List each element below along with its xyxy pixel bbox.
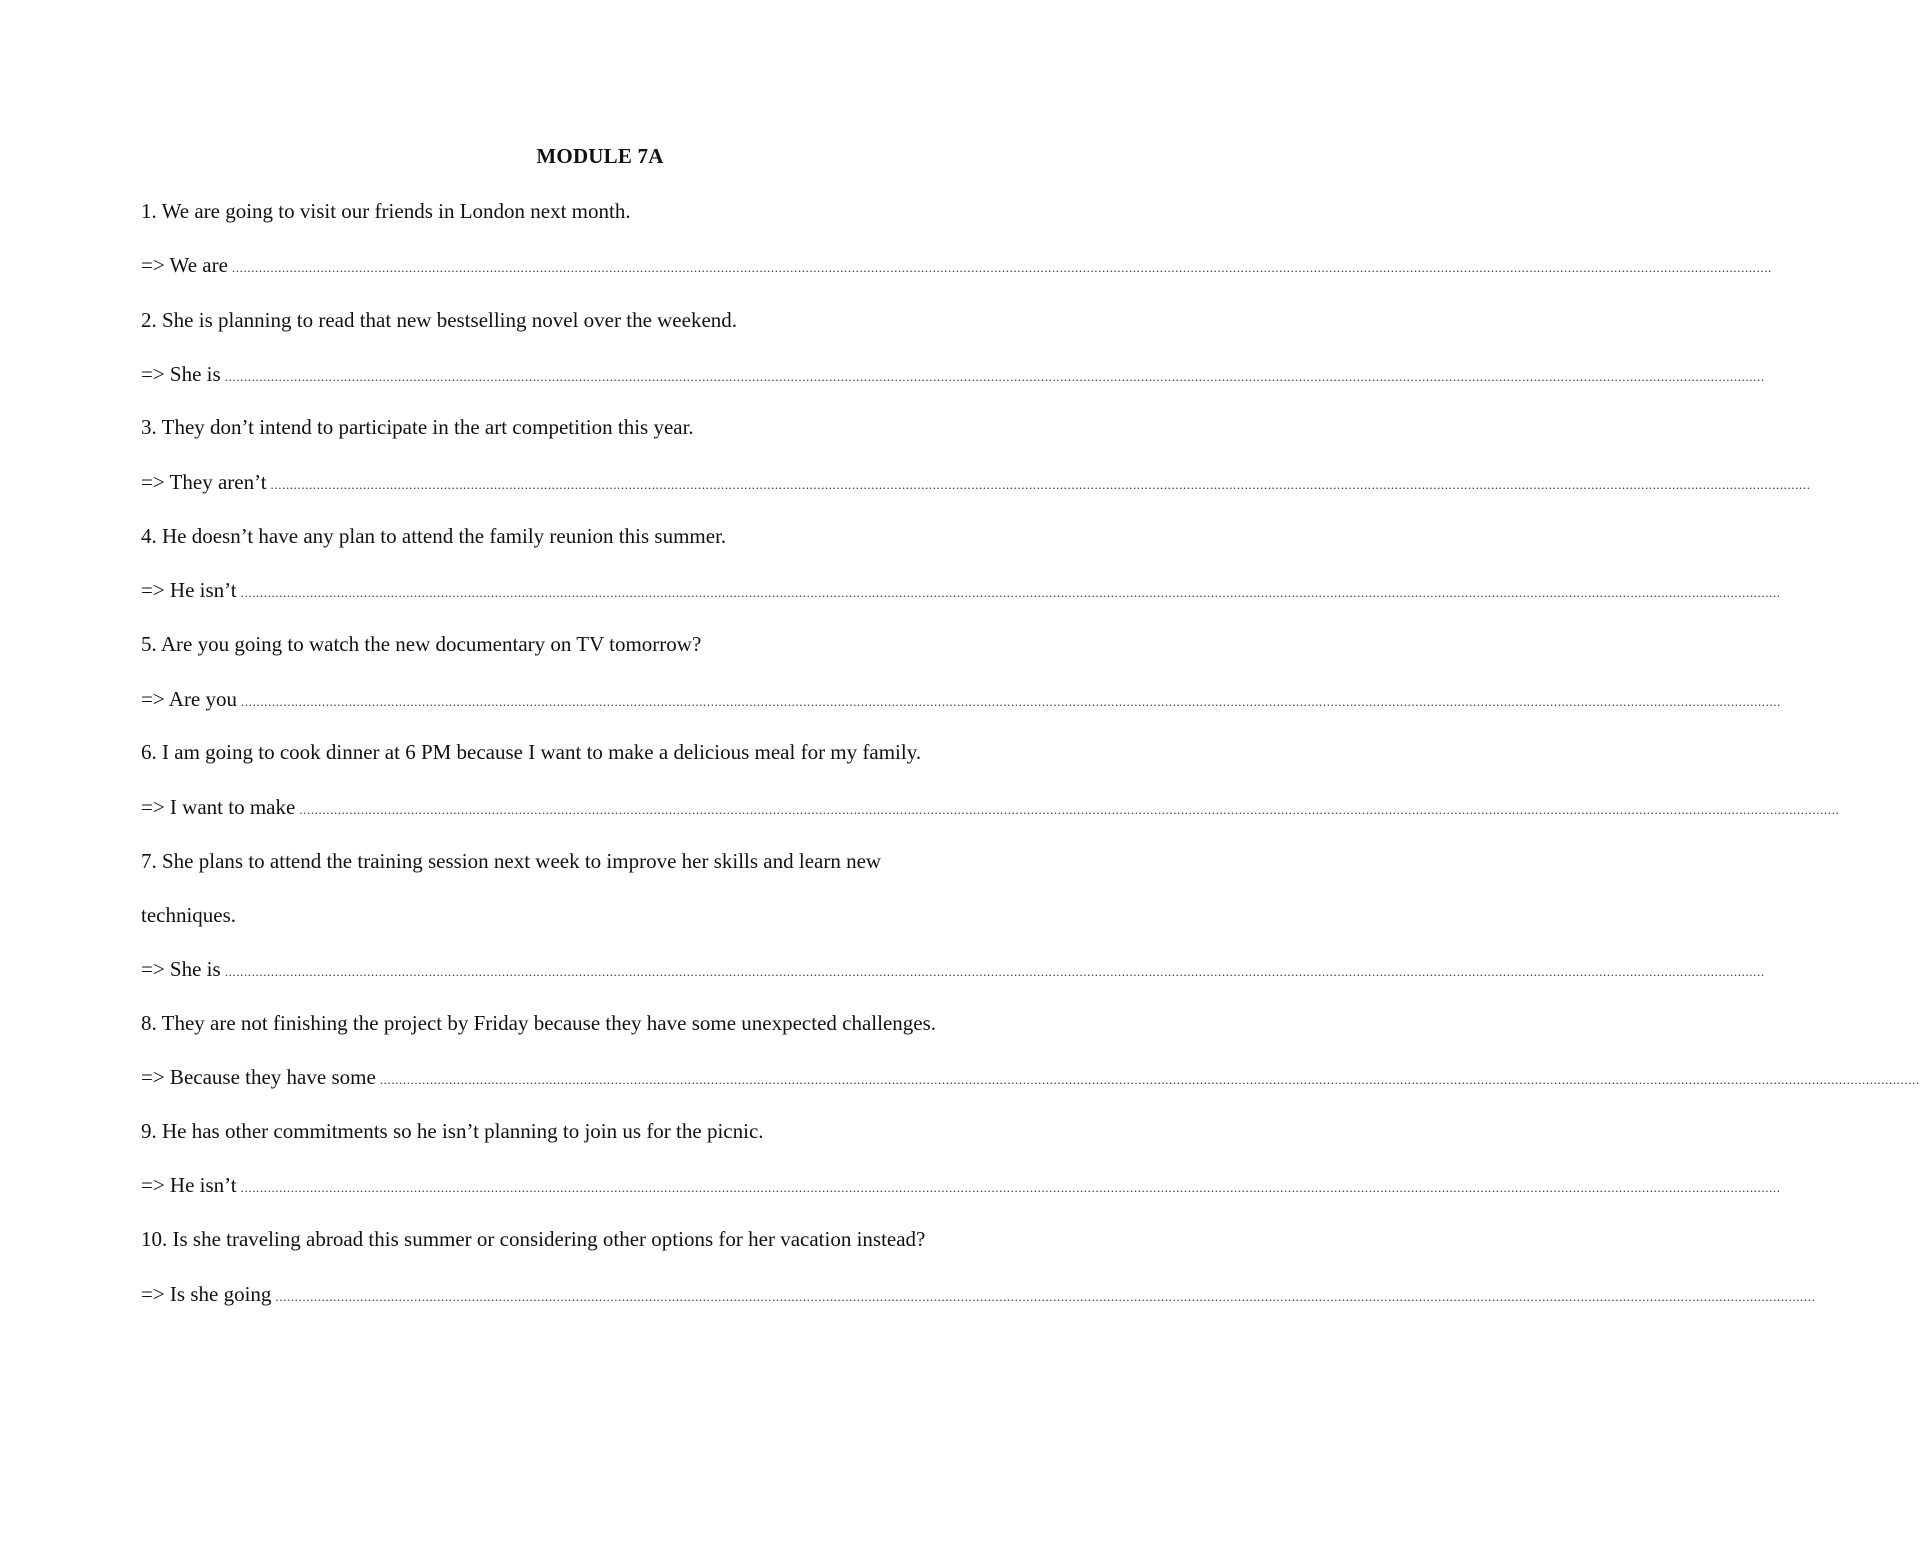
answer-line-8 bbox=[141, 1064, 1920, 1093]
question-2: 2. She is planning to read that new bestselling novel over the weekend. bbox=[141, 308, 738, 332]
question-5: 5. Are you going to watch the new documentary on TV tomorrow? bbox=[141, 632, 702, 656]
question-8: 8. They are not finishing the project by Friday because they have some unexpected challenges. bbox=[141, 1011, 937, 1035]
answer-blank-8: ................................................................................................................................................................................................................................................................................................................................................................................................................ bbox=[379, 1072, 1920, 1087]
answer-prompt-10: => Is she going bbox=[141, 1282, 272, 1306]
answer-prompt-7: => She is bbox=[141, 957, 221, 981]
answer-prompt-9: => He isn’t bbox=[141, 1173, 237, 1197]
answer-line-10 bbox=[141, 1281, 1816, 1310]
answer-blank-1: ................................................................................................................................................................................................................................................................................................................................................................................................................ bbox=[231, 260, 1772, 275]
answer-prompt-6: => I want to make bbox=[141, 795, 296, 819]
answer-blank-2: ................................................................................................................................................................................................................................................................................................................................................................................................................ bbox=[224, 369, 1765, 384]
answer-blank-3: ................................................................................................................................................................................................................................................................................................................................................................................................................ bbox=[270, 477, 1811, 492]
question-4: 4. He doesn’t have any plan to attend the family reunion this summer. bbox=[141, 524, 727, 548]
answer-prompt-1: => We are bbox=[141, 253, 228, 277]
answer-prompt-2: => She is bbox=[141, 362, 221, 386]
answer-blank-7: ................................................................................................................................................................................................................................................................................................................................................................................................................ bbox=[224, 964, 1765, 979]
answer-blank-9: ................................................................................................................................................................................................................................................................................................................................................................................................................ bbox=[240, 1180, 1781, 1195]
answer-line-3 bbox=[141, 469, 1811, 498]
answer-prompt-5: => Are you bbox=[141, 687, 238, 711]
answer-blank-10: ................................................................................................................................................................................................................................................................................................................................................................................................................ bbox=[275, 1289, 1816, 1304]
answer-line-7 bbox=[141, 956, 1765, 985]
answer-line-9 bbox=[141, 1172, 1781, 1201]
question-1: 1. We are going to visit our friends in London next month. bbox=[141, 199, 631, 223]
question-7-continued: techniques. bbox=[141, 903, 237, 927]
question-10: 10. Is she traveling abroad this summer or considering other options for her vacation instead? bbox=[141, 1227, 926, 1251]
page-title: MODULE 7A bbox=[536, 144, 664, 168]
answer-prompt-3: => They aren’t bbox=[141, 470, 267, 494]
answer-prompt-8: => Because they have some bbox=[141, 1065, 376, 1089]
question-9: 9. He has other commitments so he isn’t planning to join us for the picnic. bbox=[141, 1119, 764, 1143]
answer-blank-6: ................................................................................................................................................................................................................................................................................................................................................................................................................ bbox=[299, 802, 1840, 817]
answer-line-6 bbox=[141, 794, 1840, 823]
answer-blank-4: ................................................................................................................................................................................................................................................................................................................................................................................................................ bbox=[240, 585, 1781, 600]
answer-line-1 bbox=[141, 252, 1772, 281]
answer-blank-5: ................................................................................................................................................................................................................................................................................................................................................................................................................ bbox=[241, 694, 1782, 709]
answer-line-2 bbox=[141, 361, 1765, 390]
answer-line-4 bbox=[141, 577, 1781, 606]
question-7: 7. She plans to attend the training session next week to improve her skills and learn new bbox=[141, 849, 882, 873]
question-3: 3. They don’t intend to participate in the art competition this year. bbox=[141, 415, 694, 439]
answer-prompt-4: => He isn’t bbox=[141, 578, 237, 602]
question-6: 6. I am going to cook dinner at 6 PM because I want to make a delicious meal for my family. bbox=[141, 740, 922, 764]
answer-line-5 bbox=[141, 686, 1782, 715]
